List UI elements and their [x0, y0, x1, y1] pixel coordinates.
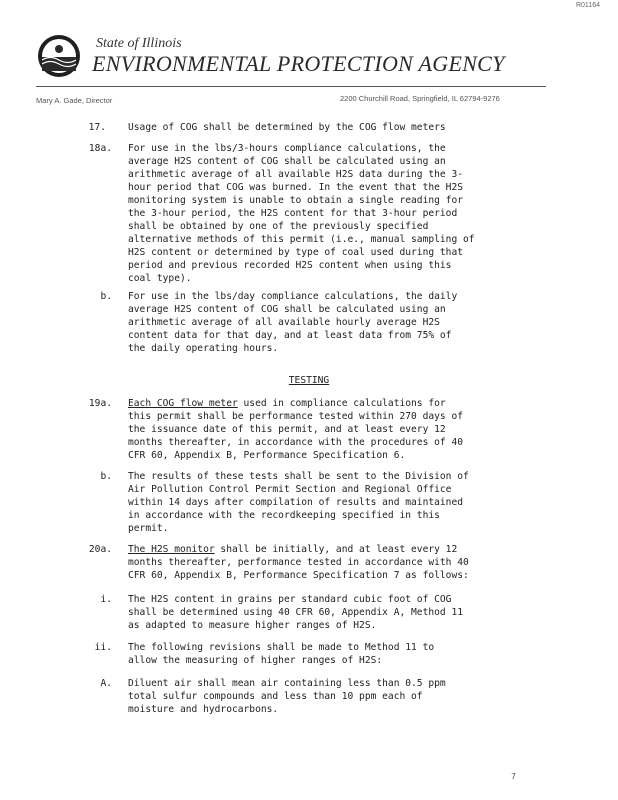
paragraph-text: The H2S content in grains per standard cubic foot of COG shall be determined using 40 CFR 60, Appendix A, Method 11 as adapted to measure higher ranges of H2S.	[128, 594, 464, 631]
paragraph-underline: The H2S monitor	[128, 544, 215, 555]
paragraph-number: 18a.	[88, 143, 112, 154]
header-state: State of Illinois	[96, 36, 182, 51]
header-address: 2200 Churchill Road, Springfield, IL 62794-9276	[340, 94, 500, 103]
document-code: R01164	[575, 2, 600, 9]
paragraph-body: used in compliance calculations for this permit shall be performance tested within 270 days of the issuance date of this permit, and at least every 12 months thereafter, in accordance with the procedures of 40 CFR 60, Appendix B, Performance Specification 6.	[128, 398, 464, 461]
paragraph-text: For use in the lbs/3-hours compliance calculations, the average H2S content of COG shall be calculated using an arithmetic average of all available H2S data during the 3- hour period that COG was burned. In the event that the H2S monitoring system is unable to obtain a single reading for the 3-hour period, the H2S content for that 3-hour period shall be obtained by one of the previously specified alternative methods of this permit (i.e., manual sampling of H2S content or determined by type of coal used during that period and previous recorded H2S content when using this coal type).	[128, 143, 475, 284]
header-rule	[36, 86, 546, 87]
paragraph-number: i.	[100, 594, 112, 605]
header-director: Mary A. Gade, Director	[36, 96, 113, 105]
paragraph-text: Usage of COG shall be determined by the COG flow meters	[128, 122, 446, 133]
paragraph-text	[128, 543, 562, 582]
paragraph-number: A.	[100, 678, 112, 689]
paragraph-text: For use in the lbs/day compliance calculations, the daily average H2S content of COG shall be calculated using an arithmetic average of all available hourly average H2S content data for that day, and at least data from 75% of the daily operating hours.	[128, 291, 458, 354]
paragraph-number: b.	[100, 471, 112, 482]
paragraph-text: The results of these tests shall be sent to the Division of Air Pollution Control Permit Section and Regional Office within 14 days after compilation of results and maintained in accordance with the recordkeeping specified in this permit.	[128, 471, 469, 534]
header-agency: ENVIRONMENTAL PROTECTION AGENCY	[92, 51, 505, 76]
paragraph-number: 17.	[88, 122, 106, 133]
section-heading: TESTING	[288, 375, 330, 386]
paragraph-number: b.	[100, 291, 112, 302]
page-number: 7	[511, 772, 516, 781]
paragraph-number: 19a.	[88, 398, 112, 409]
paragraph-number: 20a.	[88, 544, 112, 555]
paragraph-text	[128, 397, 562, 462]
paragraph-body: shall be initially, and at least every 12 months thereafter, performance tested in accordance with 40 CFR 60, Appendix B, Performance Specification 7 as follows:	[128, 544, 469, 581]
paragraph-number: ii.	[94, 642, 112, 653]
illinois-epa-logo-icon	[36, 33, 82, 79]
paragraph-underline: Each COG flow meter	[128, 398, 238, 409]
paragraph-text: Diluent air shall mean air containing less than 0.5 ppm total sulfur compounds and less than 10 ppm each of moisture and hydrocarbons.	[128, 678, 446, 715]
paragraph-text: The following revisions shall be made to Method 11 to allow the measuring of higher ranges of H2S:	[128, 642, 435, 666]
